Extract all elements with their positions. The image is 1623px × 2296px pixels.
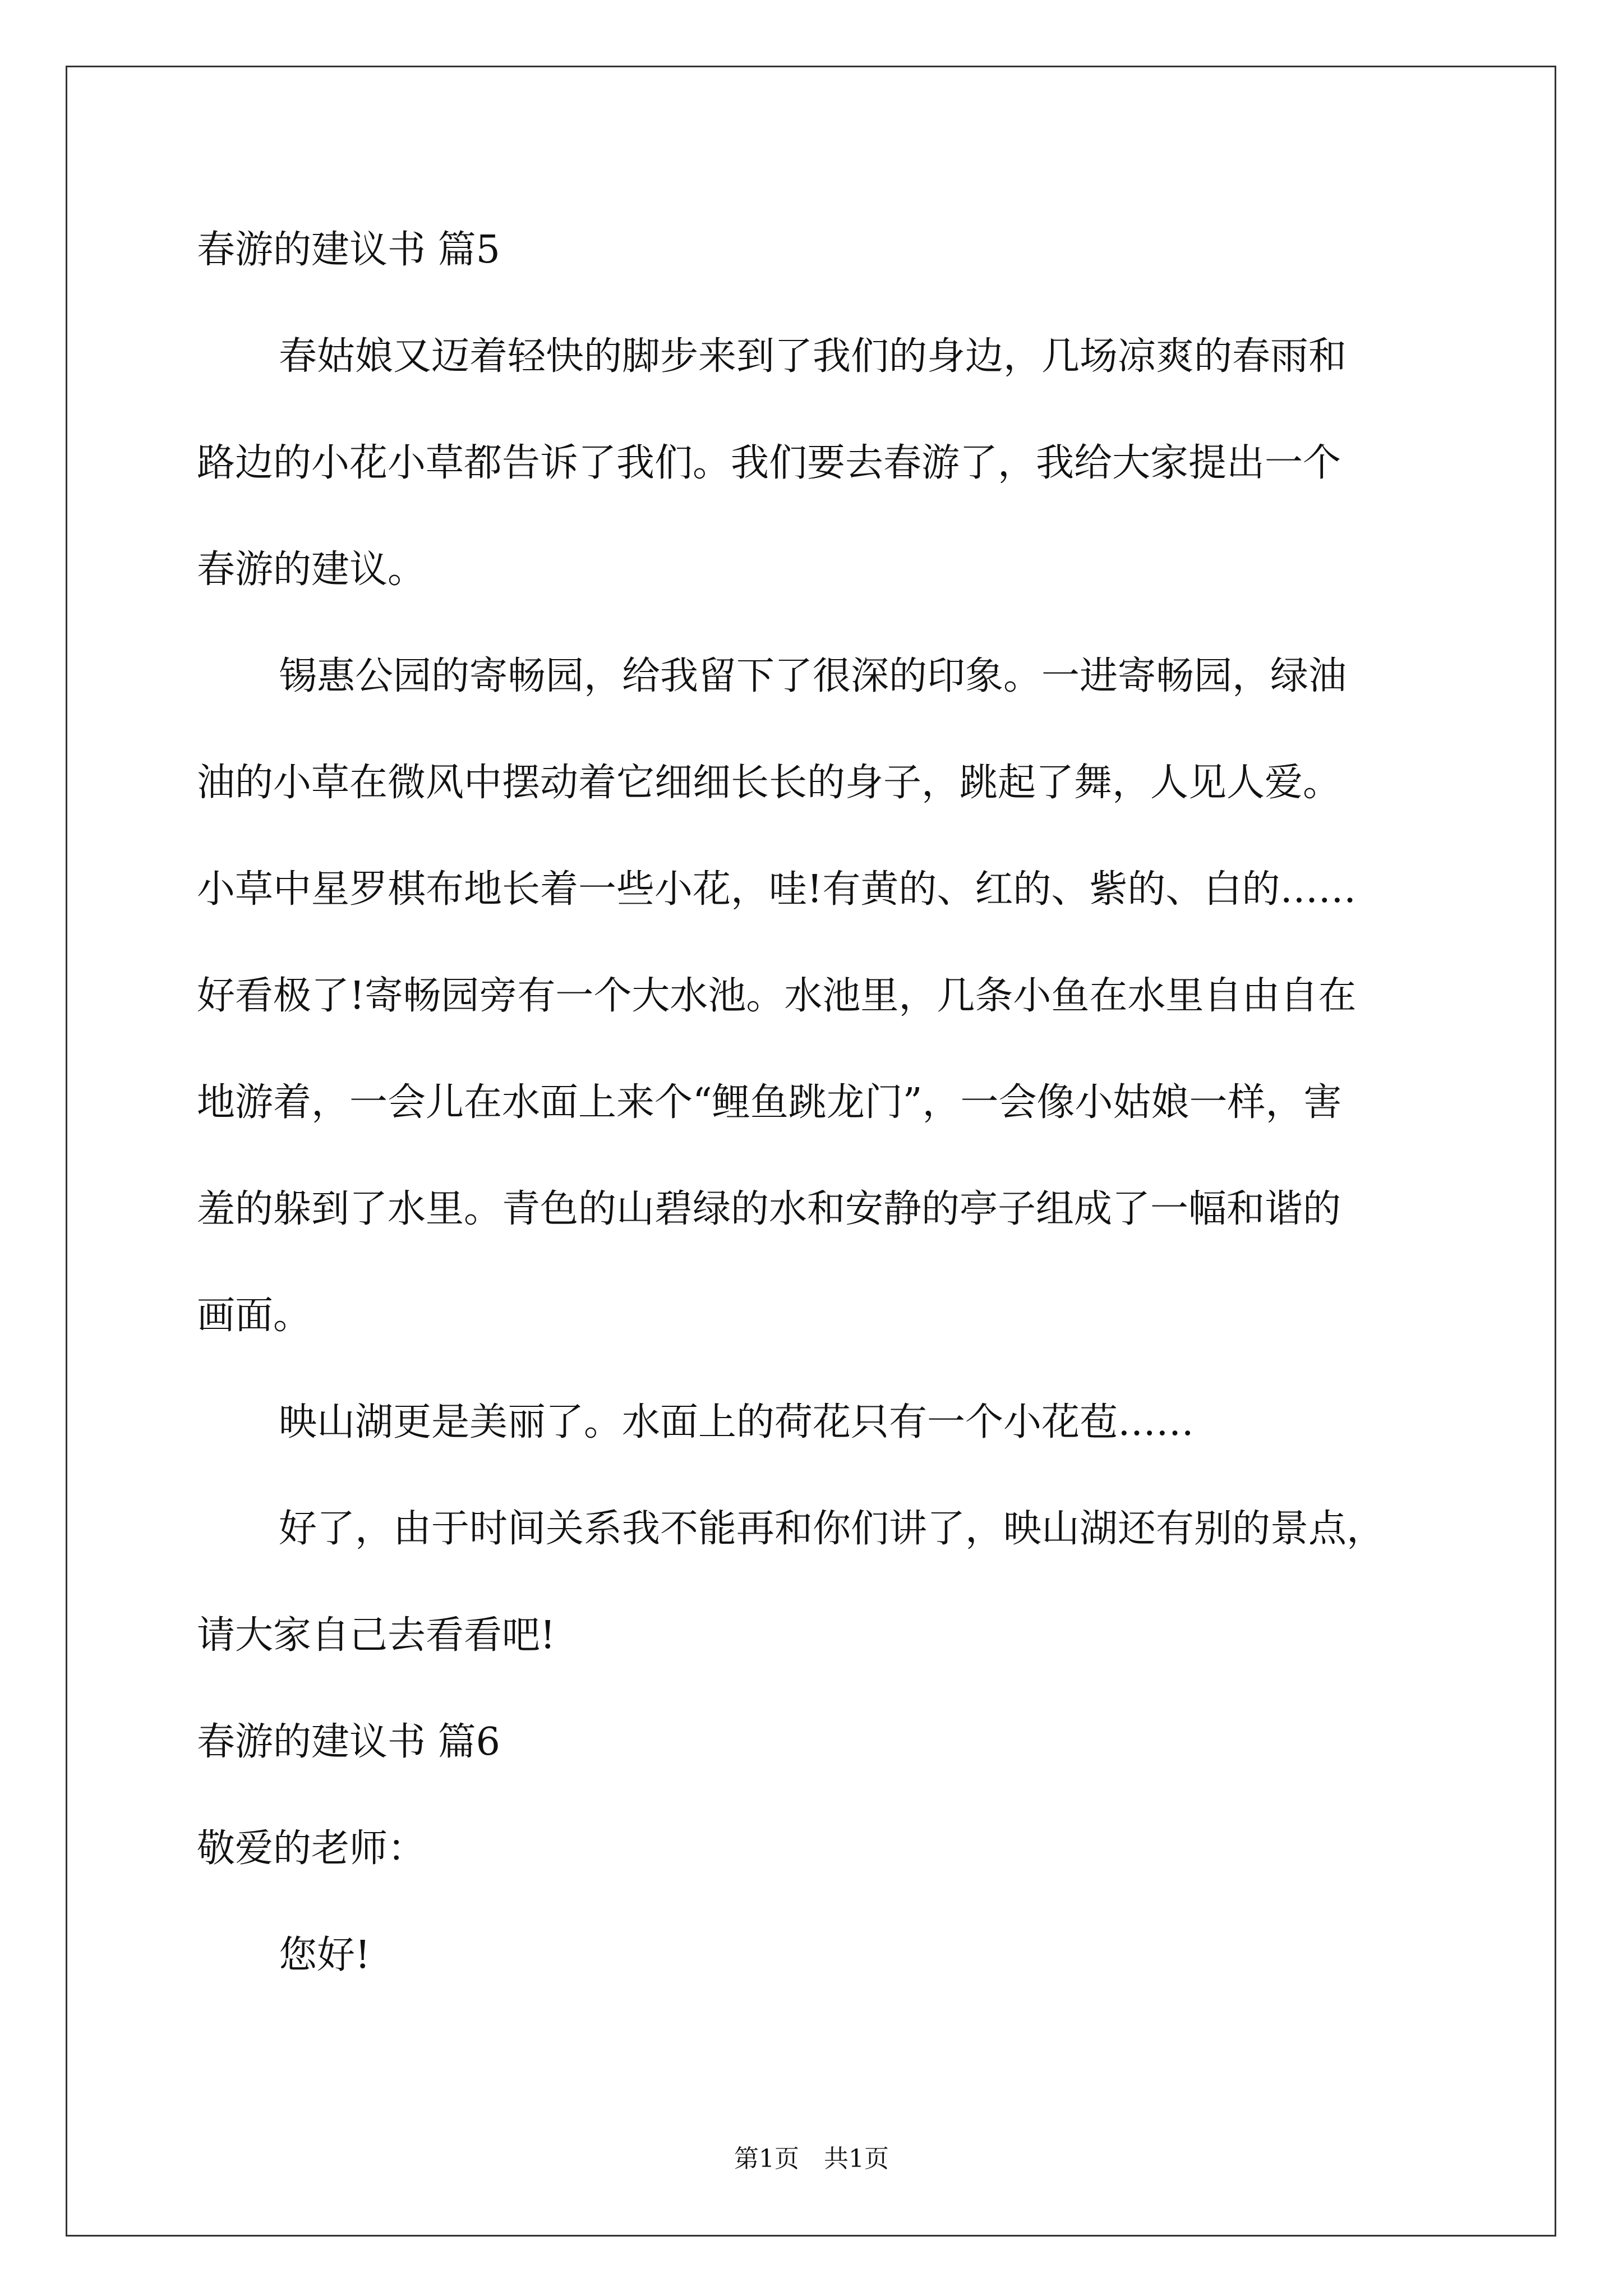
paragraph-line: 映山湖更是美丽了。水面上的荷花只有一个小花苞…… [279,1400,1195,1444]
paragraph-line: 春姑娘又迈着轻快的脚步来到了我们的身边，几场凉爽的春雨和 [279,334,1347,379]
paragraph-line: 路边的小花小草都告诉了我们。我们要去春游了，我给大家提出一个 [197,441,1341,485]
page-number: 第1页 共1页 [734,2145,889,2173]
paragraph-line: 好看极了!寄畅园旁有一个大水池。水池里，几条小鱼在水里自由自在 [197,974,1357,1018]
paragraph-line: 油的小草在微风中摆动着它细细长长的身子，跳起了舞，人见人爱。 [197,761,1341,805]
paragraph-line: 画面。 [197,1294,312,1338]
letter-greeting: 您好! [279,1933,371,1977]
paragraph-line: 请大家自己去看看吧! [197,1613,556,1658]
paragraph-line: 小草中星罗棋布地长着一些小花，哇!有黄的、红的、紫的、白的…… [197,867,1357,912]
section-heading-5: 春游的建议书 篇5 [197,228,500,272]
paragraph-line: 好了，由于时间关系我不能再和你们讲了，映山湖还有别的景点， [279,1507,1385,1551]
paragraph-line: 地游着，一会儿在水面上来个“鲤鱼跳龙门”，一会像小姑娘一样，害 [197,1080,1342,1125]
paragraph-line: 春游的建议。 [197,547,426,592]
paragraph-line: 羞的躲到了水里。青色的山碧绿的水和安静的亭子组成了一幅和谐的 [197,1187,1341,1231]
page-border [66,66,1556,2237]
paragraph-line: 锡惠公园的寄畅园，给我留下了很深的印象。一进寄畅园，绿油 [279,654,1347,698]
letter-salutation: 敬爱的老师： [197,1826,426,1871]
section-heading-6: 春游的建议书 篇6 [197,1720,500,1764]
